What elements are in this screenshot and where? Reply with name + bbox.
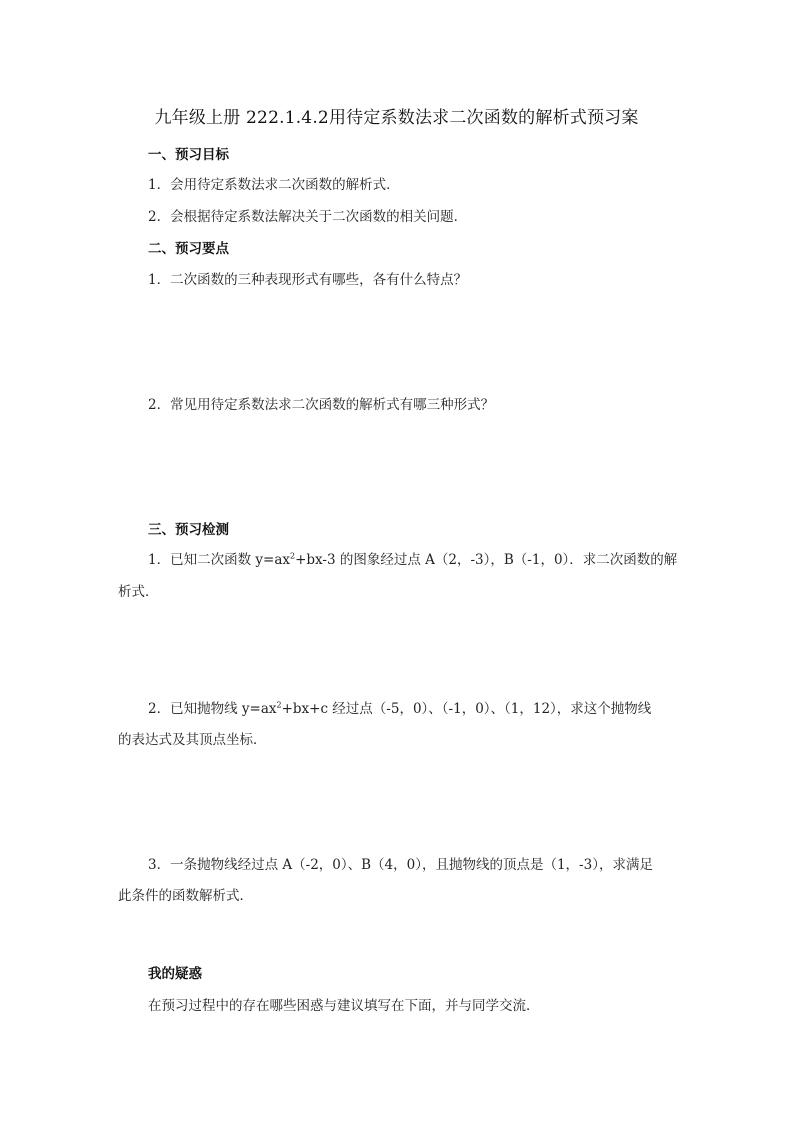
question-2-text-a: 2．已知抛物线 y=ax (148, 701, 277, 717)
question-2-text-b: +bx+c 经过点（-5，0）、（-1，0）、（1，12），求这个抛物线 (281, 701, 652, 717)
question-2-line-2: 的表达式及其顶点坐标． (118, 732, 267, 748)
section-heading-objectives: 一、预习目标 (148, 147, 229, 163)
key-point-item-2: 2．常见用待定系数法求二次函数的解析式有哪三种形式？ (148, 397, 495, 413)
question-1-line-1 (148, 551, 677, 569)
question-1-exponent: 2 (289, 551, 296, 561)
question-1-text-b: +bx-3 的图象经过点 A（2，-3），B（-1，0）．求二次函数的解 (295, 552, 678, 568)
key-point-item-1: 1．二次函数的三种表现形式有哪些，各有什么特点？ (148, 272, 468, 288)
question-3-line-1: 3．一条抛物线经过点 A（-2，0）、B（4，0），且抛物线的顶点是（1，-3），求满足 (148, 857, 653, 873)
question-1-line-2: 析式． (118, 584, 159, 600)
section-heading-key-points: 二、预习要点 (148, 241, 229, 257)
doubts-text: 在预习过程中的存在哪些困惑与建议填写在下面，并与同学交流． (148, 998, 540, 1014)
objective-item-1: 1．会用待定系数法求二次函数的解析式． (148, 177, 400, 193)
question-2-exponent: 2 (276, 700, 282, 710)
section-heading-doubts: 我的疑惑 (148, 966, 202, 982)
question-2-line-1 (148, 700, 651, 718)
document-title: 九年级上册 222.1.4.2用待定系数法求二次函数的解析式预习案 (154, 108, 639, 128)
question-3-line-2: 此条件的函数解析式． (118, 888, 253, 904)
question-1-text-a: 1．已知二次函数 y=ax (148, 552, 290, 568)
objective-item-2: 2．会根据待定系数法解决关于二次函数的相关问题． (148, 209, 468, 225)
section-heading-check: 三、预习检测 (148, 522, 229, 538)
